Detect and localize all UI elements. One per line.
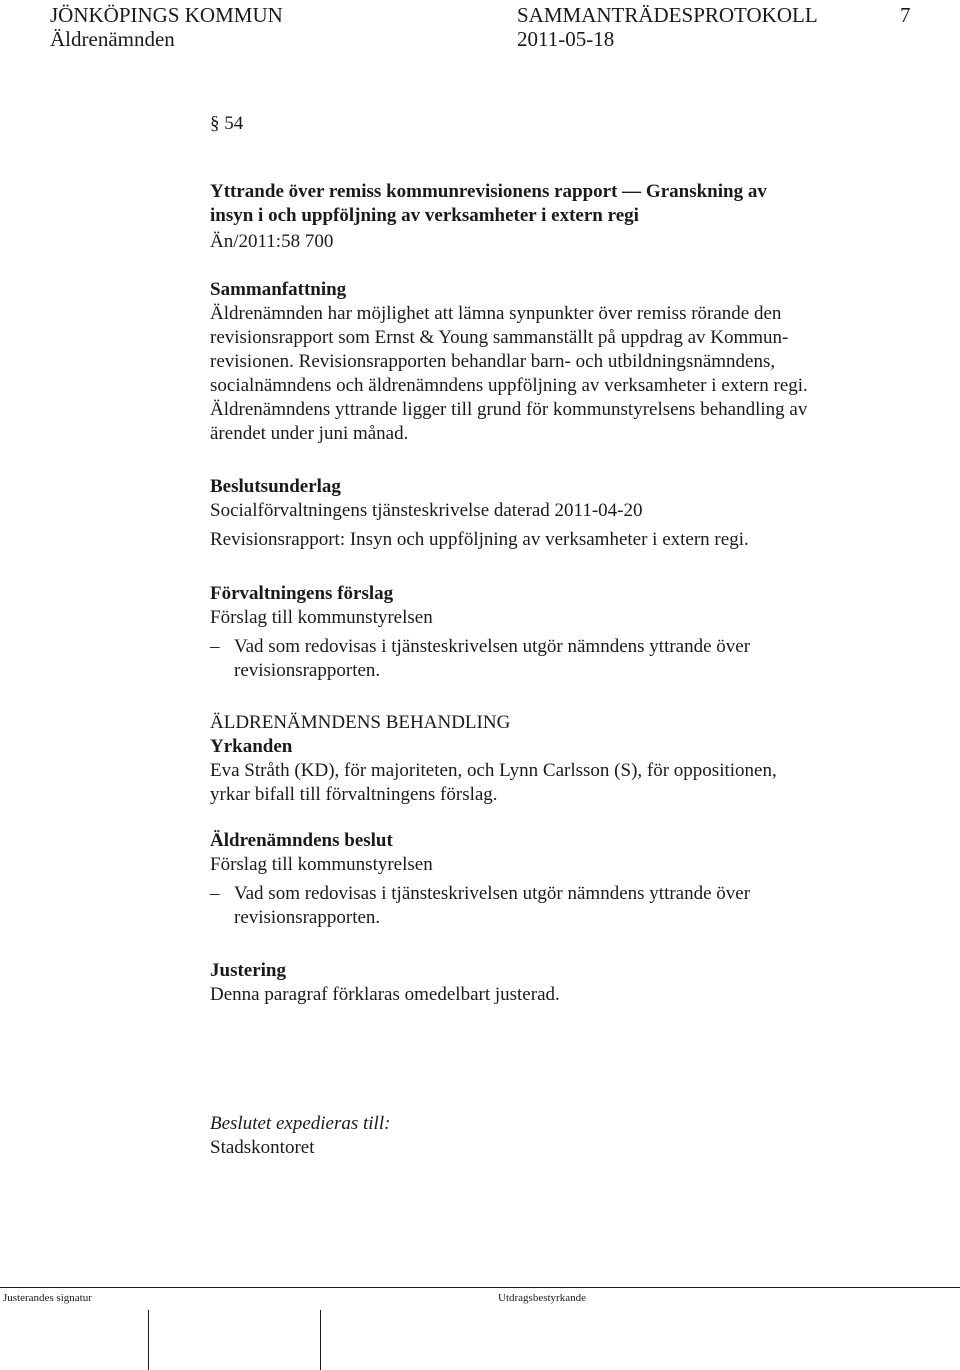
- handling-section: [210, 711, 900, 807]
- basis-heading: Beslutsunderlag: [210, 476, 341, 497]
- summary-line: ärendet under juni månad.: [210, 423, 409, 444]
- proposal-section: [210, 582, 900, 683]
- decision-section: [210, 829, 900, 930]
- summary-line: revisionen. Revisionsrapporten behandlar barn- och utbildningsnämndens,: [210, 351, 776, 372]
- signature-label: Justerandes signatur: [3, 1292, 92, 1304]
- basis-item: Revisionsrapport: Insyn och uppföljning av verksamheter i extern regi.: [210, 529, 749, 550]
- proposal-item-line: Vad som redovisas i tjänsteskrivelsen utgör nämndens yttrande över: [234, 636, 751, 657]
- summary-line: revisionsrapport som Ernst & Young sammanställt på uppdrag av Kommun-: [210, 327, 789, 348]
- summary-line: Äldrenämnden har möjlighet att lämna synpunkter över remiss rörande den: [210, 303, 782, 324]
- dispatch-section: [210, 1112, 900, 1160]
- basis-section: [210, 475, 900, 552]
- signature-box-divider: [320, 1310, 321, 1370]
- summary-line: socialnämndens och äldrenämndens uppföljning av verksamheter i extern regi.: [210, 375, 808, 396]
- basis-item: Socialförvaltningens tjänsteskrivelse daterad 2011-04-20: [210, 500, 643, 521]
- summary-heading: Sammanfattning: [210, 279, 347, 300]
- page-number: 7: [900, 3, 911, 27]
- decision-item: [210, 882, 900, 930]
- motions-heading: Yrkanden: [210, 736, 293, 757]
- title-line: Yttrande över remiss kommunrevisionens rapport — Granskning av: [210, 181, 767, 202]
- motions-line: yrkar bifall till förvaltningens förslag.: [210, 784, 498, 805]
- dash-bullet: –: [210, 636, 220, 657]
- motions-line: Eva Stråth (KD), för majoriteten, och Lynn Carlsson (S), för oppositionen,: [210, 760, 777, 781]
- case-number: Än/2011:58 700: [210, 231, 334, 252]
- proposal-subheading: Förslag till kommunstyrelsen: [210, 607, 433, 628]
- signature-box-divider: [148, 1310, 149, 1370]
- adjustment-text: Denna paragraf förklaras omedelbart justerad.: [210, 984, 560, 1005]
- adjustment-heading: Justering: [210, 960, 286, 981]
- decision-item-line: Vad som redovisas i tjänsteskrivelsen utgör nämndens yttrande över: [234, 883, 751, 904]
- document-type: SAMMANTRÄDESPROTOKOLL: [517, 3, 818, 27]
- proposal-item: [210, 635, 900, 683]
- dash-bullet: –: [210, 883, 220, 904]
- summary-section: [210, 278, 900, 446]
- title-line: insyn i och uppföljning av verksamheter i extern regi: [210, 205, 639, 226]
- proposal-heading: Förvaltningens förslag: [210, 583, 394, 604]
- summary-line: Äldrenämndens yttrande ligger till grund för kommunstyrelsens behandling av: [210, 399, 808, 420]
- adjustment-section: [210, 959, 900, 1007]
- proposal-item-line: revisionsrapporten.: [234, 660, 381, 681]
- dispatch-recipient: Stadskontoret: [210, 1137, 315, 1158]
- handling-heading: ÄLDRENÄMNDENS BEHANDLING: [210, 712, 511, 733]
- extract-label: Utdragsbestyrkande: [498, 1292, 586, 1304]
- decision-heading: Äldrenämndens beslut: [210, 830, 393, 851]
- dispatch-label: Beslutet expedieras till:: [210, 1113, 391, 1134]
- footer-rule: [0, 1287, 960, 1288]
- committee-name: Äldrenämnden: [50, 27, 175, 51]
- paragraph-number: § 54: [210, 113, 244, 134]
- org-name: JÖNKÖPINGS KOMMUN: [50, 3, 283, 27]
- meeting-date: 2011-05-18: [517, 27, 615, 51]
- paragraph-title: [210, 180, 900, 228]
- decision-item-line: revisionsrapporten.: [234, 907, 381, 928]
- decision-subheading: Förslag till kommunstyrelsen: [210, 854, 433, 875]
